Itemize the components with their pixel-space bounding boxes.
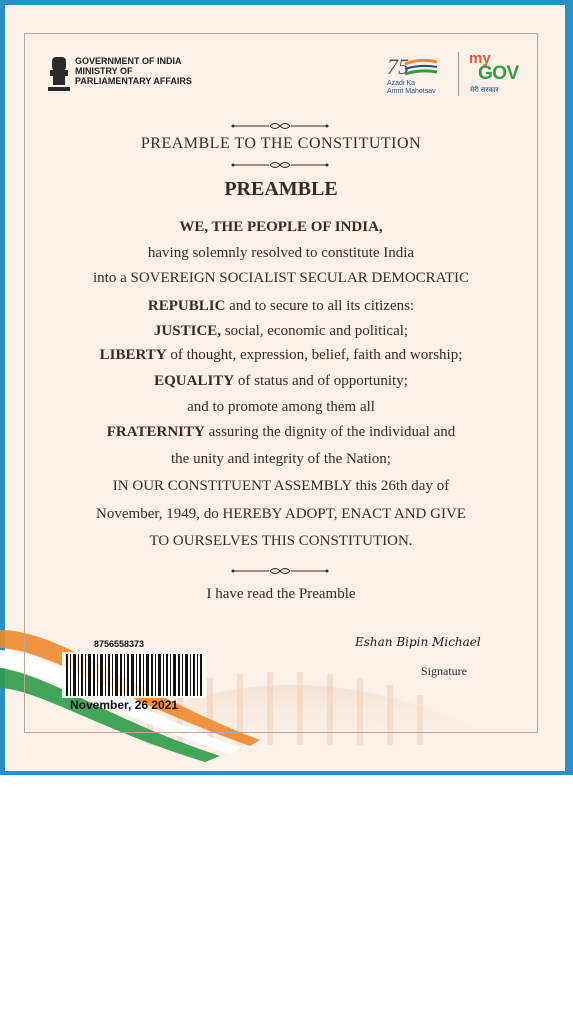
preamble-line-5-text: social, economic and political; [221, 323, 409, 339]
signature-name: Eshan Bipin Michael [355, 635, 481, 649]
keyword-republic: REPUBLIC [147, 298, 226, 314]
preamble-line-13: TO OURSELVES THIS CONSTITUTION. [149, 533, 413, 549]
barcode-date: November, 26 2021 [70, 698, 179, 712]
read-statement: I have read the Preamble [206, 586, 356, 602]
preamble-line-7 [24, 370, 538, 392]
preamble-line-8: and to promote among them all [187, 399, 375, 415]
ornament-divider-bottom [229, 566, 331, 576]
mygov-logo-my: my [469, 50, 491, 67]
azadi-ka-amrit-mahotsav-text: Azadi Ka Amrit Mahotsav [387, 80, 436, 95]
barcode-image [62, 652, 206, 698]
mygov-tagline: मेरी सरकार [470, 87, 499, 94]
preamble-line-6-text: of thought, expression, belief, faith and worship; [166, 347, 463, 363]
preamble-line-9-text: assuring the dignity of the individual and [204, 424, 456, 440]
preamble-line-2: having solemnly resolved to constitute India [147, 245, 415, 261]
preamble-line-3: into a SOVEREIGN SOCIALIST SECULAR DEMOCRATIC [93, 270, 469, 286]
preamble-line-7-text: of status and of opportunity; [234, 373, 408, 389]
preamble-line-11: IN OUR CONSTITUENT ASSEMBLY this 26th day of [112, 478, 450, 494]
mygov-logo-gov: GOV [478, 63, 519, 84]
keyword-fraternity: FRATERNITY [106, 424, 205, 440]
preamble-line-10: the unity and integrity of the Nation; [171, 451, 391, 467]
ministry-name: GOVERNMENT OF INDIA MINISTRY OF PARLIAMENTARY AFFAIRS [75, 56, 192, 86]
ornament-divider-mid [229, 160, 331, 170]
preamble-line-5 [24, 320, 538, 342]
keyword-justice: JUSTICE, [153, 323, 222, 339]
keyword-equality: EQUALITY [154, 373, 235, 389]
preamble-line-9 [24, 421, 538, 443]
logo-divider [458, 52, 459, 96]
svg-text:75: 75 [387, 54, 409, 79]
keyword-liberty: LIBERTY [99, 347, 167, 363]
preamble-line-12: November, 1949, do HEREBY ADOPT, ENACT AND GIVE [96, 506, 466, 522]
certificate-title: PREAMBLE TO THE CONSTITUTION [140, 135, 422, 152]
barcode-number: 8756558373 [94, 639, 145, 649]
national-emblem-icon [46, 55, 72, 95]
ornament-divider-top [229, 121, 331, 131]
preamble-line-6 [24, 344, 538, 366]
preamble-line-4-text: and to secure to all its citizens: [225, 298, 415, 314]
signature-label: Signature [421, 664, 467, 678]
preamble-line-1: WE, THE PEOPLE OF INDIA, [179, 219, 383, 235]
preamble-heading: PREAMBLE [224, 178, 338, 200]
preamble-line-4 [24, 295, 538, 317]
